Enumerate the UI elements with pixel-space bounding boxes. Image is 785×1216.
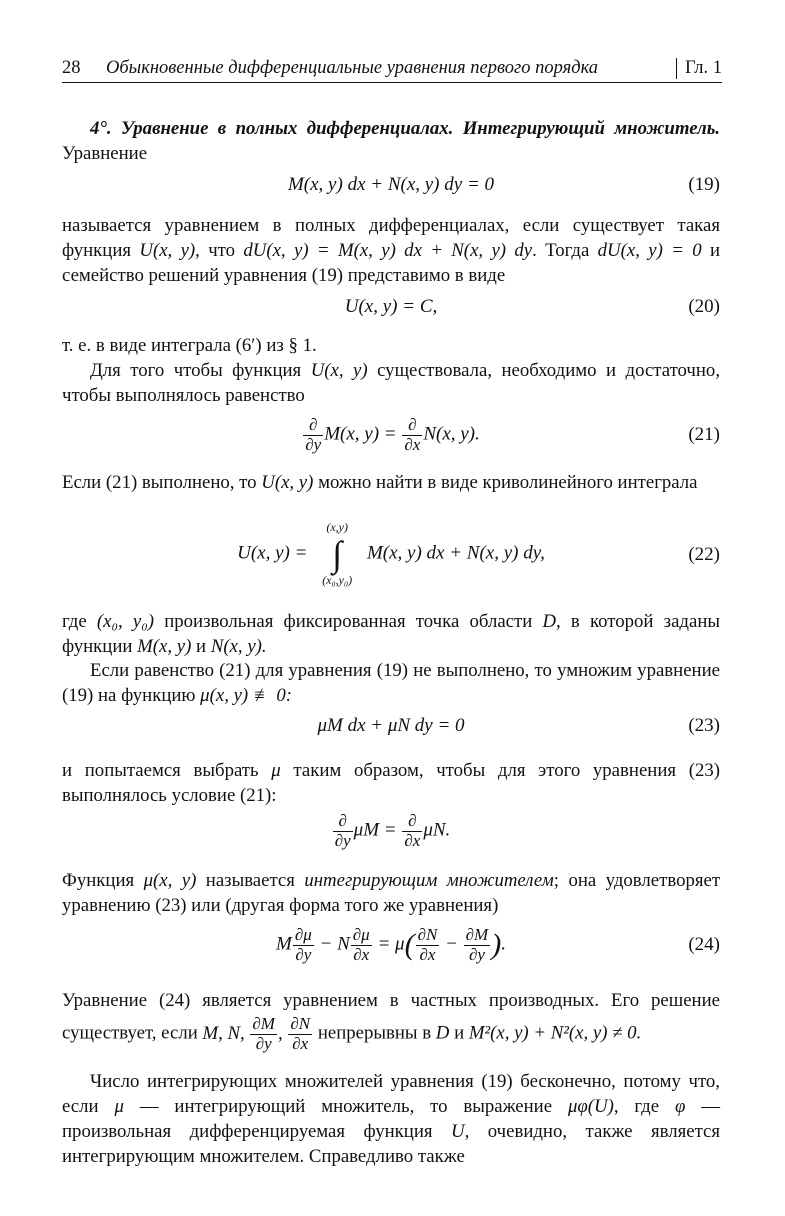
para10-text-5: , очевидно, также является интегрирующим множителем. Справедливо также — [62, 1121, 721, 1167]
intro-text: Уравнение — [62, 143, 148, 164]
para1-text-1: называется уравнением в полных дифференциалах, если существует такая функция — [62, 215, 720, 261]
para9-text-3: и — [454, 1022, 465, 1044]
para1-text-4: и семейство решений уравнения (19) представимо в виде — [62, 240, 721, 286]
equation-21-tag: (21) — [688, 424, 720, 445]
math-u: U(x, y) — [139, 240, 196, 261]
math-u: U(x, y) — [310, 360, 368, 381]
para7-text-2: таким образом, чтобы для этого уравнения (23) выполнялось условие (21): — [62, 760, 720, 806]
chapter-label: Гл. 1 — [676, 58, 722, 79]
equation-21 — [62, 416, 720, 460]
paragraph-infinite — [62, 1069, 720, 1169]
para8-text-2: называется — [205, 870, 295, 891]
equation-20 — [62, 296, 720, 326]
paragraph-pde — [62, 986, 720, 1053]
math-du: dU(x, y) = M(x, y) dx + N(x, y) dy — [243, 240, 533, 261]
para9-text-2: непрерывны в — [317, 1022, 432, 1044]
equation-24-tag: (24) — [688, 934, 720, 955]
page-number: 28 — [62, 58, 81, 78]
para8-text-1: Функция — [62, 870, 135, 891]
equation-23-tag: (23) — [688, 715, 720, 736]
math-x0y0: (x₀, y₀) — [96, 611, 154, 632]
equation-condition-mu-body: $\frac{\partial}{\partial y}$ μM = $\frac{\partial}{\partial x}$ μN. — [334, 811, 451, 850]
math-phi: φ — [674, 1096, 686, 1117]
para4-text-2: можно найти в виде криволинейного интеграла — [318, 472, 698, 493]
equation-23-body: μM dx + μN dy = 0 — [317, 715, 465, 736]
math-u-func: U — [451, 1121, 465, 1142]
para1-text-3: . Тогда — [532, 240, 590, 261]
equation-condition-mu — [62, 812, 720, 856]
para5-text-3: , в которой заданы функции — [62, 611, 720, 657]
equation-19-body: M(x, y) dx + N(x, y) dy = 0 — [287, 174, 495, 195]
math-nonzero: M²(x, y) + N²(x, y) ≠ 0. — [468, 1022, 642, 1044]
equation-19-tag: (19) — [688, 174, 720, 195]
math-du-zero: dU(x, y) = 0 — [597, 240, 702, 261]
equation-22-body: U(x, y) = (x,y) ∫ (x₀,y₀) M(x, y) dx + N(x, y) dy, — [237, 520, 545, 587]
math-d: D — [542, 611, 557, 632]
paragraph-integral-ref — [62, 333, 720, 358]
paragraph-curvilinear — [62, 470, 720, 495]
math-m: M(x, y) — [137, 636, 192, 657]
para1-text-2: , что — [195, 240, 236, 261]
para10-text-2: — интегрирующий множитель, то выражение — [139, 1096, 553, 1117]
paragraph-condition — [62, 358, 720, 408]
math-mu-symbol: μ — [114, 1096, 124, 1117]
paragraph-integrating-factor — [62, 868, 720, 918]
paragraph-point — [62, 609, 720, 659]
equation-24-body: M $\frac{\partial\mu}{\partial y}$ − N $\frac{\partial\mu}{\partial x}$ = μ( $\frac{\partial N}{\partial x}$ − $\frac{\partial M}{\partial y}$ ). — [276, 925, 506, 964]
para10-text-3: , где — [613, 1096, 660, 1117]
math-mu-symbol: μ — [271, 760, 281, 781]
section-heading: 4°. Уравнение в полных дифференциалах. Интегрирующий множитель. — [90, 118, 720, 139]
para8-text-3: ; она удовлетворяет уравнению (23) или (другая форма того же уравнения) — [62, 870, 721, 916]
term-integrating-factor: интегрирующим множителем — [304, 870, 554, 891]
para9-text-1: Уравнение (24) является уравнением в частных производных. Его решение существует, если — [62, 990, 720, 1044]
math-n: N(x, y). — [210, 636, 267, 657]
equation-23 — [62, 715, 720, 745]
running-title: Обыкновенные дифференциальные уравнения первого порядка — [106, 58, 599, 78]
equation-20-tag: (20) — [688, 296, 720, 317]
math-mu-xy: μ(x, y) — [143, 870, 197, 891]
para10-text-4: — произвольная дифференцируемая функция — [62, 1096, 720, 1142]
equation-22 — [62, 520, 720, 594]
equation-21-body: $\frac{\partial}{\partial y}$ M(x, y) = $\frac{\partial}{\partial x}$ N(x, y). — [305, 415, 480, 454]
math-mu-phi: μφ(U) — [567, 1096, 614, 1117]
math-conditions: M, N, $\frac{\partial M}{\partial y}$ , $\frac{\partial N}{\partial x}$ — [202, 1014, 311, 1053]
para5-text-1: где — [62, 611, 87, 632]
para5-text-4: и — [196, 636, 207, 657]
para4-text-1: Если (21) выполнено, то — [62, 472, 257, 493]
math-u: U(x, y) — [261, 472, 314, 493]
math-d: D — [435, 1022, 450, 1044]
math-mu: μ(x, y) ≢ 0: — [200, 685, 292, 706]
paragraph-definition — [62, 213, 720, 288]
section-heading-paragraph — [62, 116, 720, 166]
running-header — [62, 54, 722, 83]
para10-text-1: Число интегрирующих множителей уравнения (19) бесконечно, потому что, если — [62, 1071, 720, 1117]
equation-19 — [62, 174, 720, 204]
paragraph-choose-mu — [62, 758, 720, 808]
equation-22-tag: (22) — [688, 544, 720, 565]
para3-text-2: существовала, необходимо и достаточно, чтобы выполнялось равенство — [62, 360, 721, 406]
para2-text: т. е. в виде интеграла (6′) из § 1. — [62, 335, 317, 356]
equation-24 — [62, 926, 720, 972]
equation-20-body: U(x, y) = C, — [344, 296, 438, 317]
para6-text-1: Если равенство (21) для уравнения (19) не выполнено, то умножим уравнение (19) на функцию — [62, 660, 720, 706]
para7-text-1: и попытаемся выбрать — [62, 760, 259, 781]
para5-text-2: произвольная фиксированная точка области — [164, 611, 533, 632]
paragraph-multiply — [62, 658, 720, 708]
para3-text-1: Для того чтобы функция — [90, 360, 302, 381]
